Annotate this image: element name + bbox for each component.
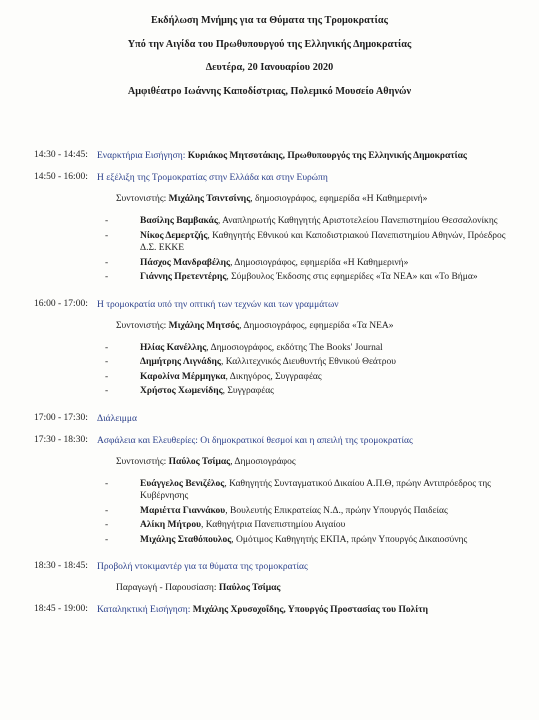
speaker-role: , Βουλευτής Επικρατείας Ν.Δ., πρώην Υπουργός Παιδείας [225, 505, 448, 516]
session-time: 17:30 - 18:30: [34, 434, 88, 445]
session-coordinator [116, 320, 514, 333]
event-patronage: Υπό την Αιγίδα του Πρωθυπουργού της Ελληνικής Δημοκρατίας [127, 38, 412, 50]
session-time: 17:00 - 17:30: [34, 412, 88, 423]
speaker-role: , Συγγραφέας [222, 386, 274, 396]
coordinator-name: Παύλος Τσίμας [218, 583, 281, 593]
session-coordinator [116, 582, 514, 595]
speaker-item [105, 257, 514, 270]
session-title: Καταληκτική Εισήγηση [97, 605, 188, 615]
session-title: Εναρκτήρια Εισήγηση [97, 151, 183, 161]
event-title: Εκδήλωση Μνήμης για τα Θύματα της Τρομοκρατίας [151, 15, 388, 26]
coordinator-name: Μιχάλης Μητσός [168, 320, 240, 331]
speaker-role: , Καλλιτεχνικός Διευθυντής Εθνικού Θεάτρου [220, 357, 396, 367]
speaker-name: Χρήστος Χωμενίδης [140, 386, 223, 396]
list-dash: - [105, 534, 109, 545]
event-date: Δευτέρα, 20 Ιανουαρίου 2020 [205, 62, 334, 74]
session-heading [97, 172, 514, 185]
speaker-role: , Δικηγόρος, Συγγραφέας [225, 371, 322, 382]
section-spacer [34, 400, 514, 404]
speaker-name: Βασίλης Βαμβακάς [140, 216, 218, 226]
agenda-session [34, 299, 514, 404]
agenda-session [34, 604, 514, 617]
session-time: 18:30 - 18:45: [34, 561, 88, 571]
speaker-name: Ευάγγελος Βενιζέλος [140, 478, 225, 489]
session-time: 14:30 - 14:45: [34, 150, 88, 160]
list-dash: - [105, 386, 109, 396]
session-title-separator: : [187, 605, 193, 615]
session-heading [97, 299, 514, 312]
list-dash: - [105, 216, 109, 226]
list-dash: - [105, 478, 109, 489]
speaker-name: Αλίκη Μήτρου [140, 520, 202, 530]
session-speaker: Κυριάκος Μητσοτάκης, Πρωθυπουργός της Ελληνικής Δημοκρατίας [187, 151, 467, 161]
speaker-name: Καρολίνα Μέρμηγκα [140, 371, 226, 382]
session-coordinator [116, 193, 514, 206]
speaker-item [105, 342, 514, 355]
session-heading [97, 150, 514, 163]
agenda-session [34, 435, 514, 553]
speaker-name: Μιχάλης Σταθόπουλος [140, 534, 232, 545]
speaker-item [105, 534, 514, 547]
session-heading [97, 435, 514, 448]
document-header [0, 0, 539, 98]
coordinator-name: Μιχάλης Τσιντσίνης [168, 194, 251, 204]
agenda [34, 150, 514, 626]
list-dash: - [105, 342, 109, 353]
session-speaker: Μιχάλης Χρυσοχοΐδης, Υπουργός Προστασίας του Πολίτη [192, 605, 429, 615]
section-spacer [34, 548, 514, 552]
coordinator-name: Παύλος Τσίμας [168, 456, 231, 467]
speaker-name: Νίκος Δεμερτζής [140, 230, 208, 241]
speaker-item [105, 215, 514, 228]
agenda-session [34, 150, 514, 163]
list-dash: - [105, 357, 109, 367]
agenda-session [34, 172, 514, 290]
speaker-role: , Δημοσιογράφος, εφημερίδα «Η Καθημερινή» [230, 257, 409, 268]
session-title: Διάλειμμα [97, 413, 137, 424]
list-dash: - [105, 272, 109, 282]
speaker-item [105, 505, 514, 518]
agenda-session [34, 561, 514, 595]
speaker-role: , Καθηγήτρια Πανεπιστημίου Αιγαίου [201, 520, 346, 530]
speaker-item [105, 356, 514, 369]
speaker-name: Δημήτρης Λιγνάδης [140, 357, 221, 367]
speaker-name: Πάσχος Μανδραβέλης [140, 257, 231, 268]
session-title: Η εξέλιξη της Τρομοκρατίας στην Ελλάδα και στην Ευρώπη [97, 173, 328, 183]
speaker-role: , Σύμβουλος Έκδοσης στις εφημερίδες «Τα ΝΕΑ» και «Το Βήμα» [226, 272, 478, 282]
speaker-role: , Αναπληρωτής Καθηγητής Αριστοτελείου Πανεπιστημίου Θεσσαλονίκης [217, 216, 498, 226]
session-time: 16:00 - 17:00: [34, 298, 88, 309]
session-title: Προβολή ντοκιμαντέρ για τα θύματα της τρομοκρατίας [97, 562, 308, 572]
coordinator-label: Συντονιστής: [116, 456, 167, 467]
list-dash: - [105, 505, 109, 516]
session-heading [97, 561, 514, 574]
speaker-item [105, 371, 514, 384]
section-spacer [34, 286, 514, 290]
speaker-name: Ηλίας Κανέλλης [140, 342, 207, 353]
session-title-separator: : [182, 151, 188, 161]
speaker-role: , Ομότιμος Καθηγητής ΕΚΠΑ, πρώην Υπουργός Δικαιοσύνης [231, 534, 468, 545]
speaker-item [105, 385, 514, 398]
coordinator-role: , Δημοσιογράφος, εφημερίδα «Τα ΝΕΑ» [239, 320, 394, 331]
coordinator-label: Συντονιστής: [116, 320, 167, 331]
speaker-role: , Καθηγητής Εθνικού και Καποδιστριακού Πανεπιστημίου Αθηνών, Πρόεδρος Δ.Σ. ΕΚΚΕ [140, 230, 506, 253]
speaker-item [105, 230, 514, 255]
coordinator-label: Συντονιστής: [116, 194, 167, 204]
speaker-item [105, 478, 514, 503]
session-heading [97, 413, 514, 426]
session-heading [97, 604, 514, 617]
coordinator-role: , Δημοσιογράφος [230, 456, 296, 467]
speaker-item [105, 519, 514, 532]
list-dash: - [105, 230, 109, 241]
list-dash: - [105, 520, 109, 530]
session-coordinator [116, 456, 514, 469]
list-dash: - [105, 371, 109, 382]
coordinator-role: , δημοσιογράφος, εφημερίδα «Η Καθημερινή» [250, 194, 428, 204]
session-title: Η τρομοκρατία υπό την οπτική των τεχνών και των γραμμάτων [97, 299, 339, 310]
speaker-name: Γιάννης Πρετεντέρης [140, 272, 227, 282]
session-time: 14:50 - 16:00: [34, 172, 88, 182]
coordinator-label: Παραγωγή - Παρουσίαση: [116, 583, 217, 593]
speaker-role: , Δημοσιογράφος, εκδότης The Books' Journal [206, 342, 383, 353]
session-title: Ασφάλεια και Ελευθερίες: Οι δημοκρατικοί θεσμοί και η απειλή της τρομοκρατίας [97, 435, 413, 446]
speaker-role: , Καθηγητής Συνταγματικού Δικαίου Α.Π.Θ, πρώην Αντιπρόεδρος της Κυβέρνησης [140, 478, 491, 501]
speaker-item [105, 271, 514, 284]
speaker-name: Μαριέττα Γιαννάκου [140, 505, 226, 516]
agenda-session [34, 413, 514, 426]
list-dash: - [105, 257, 109, 268]
event-venue: Αμφιθέατρο Ιωάννης Καποδίστριας, Πολεμικό Μουσείο Αθηνών [127, 85, 412, 97]
session-time: 18:45 - 19:00: [34, 604, 88, 614]
